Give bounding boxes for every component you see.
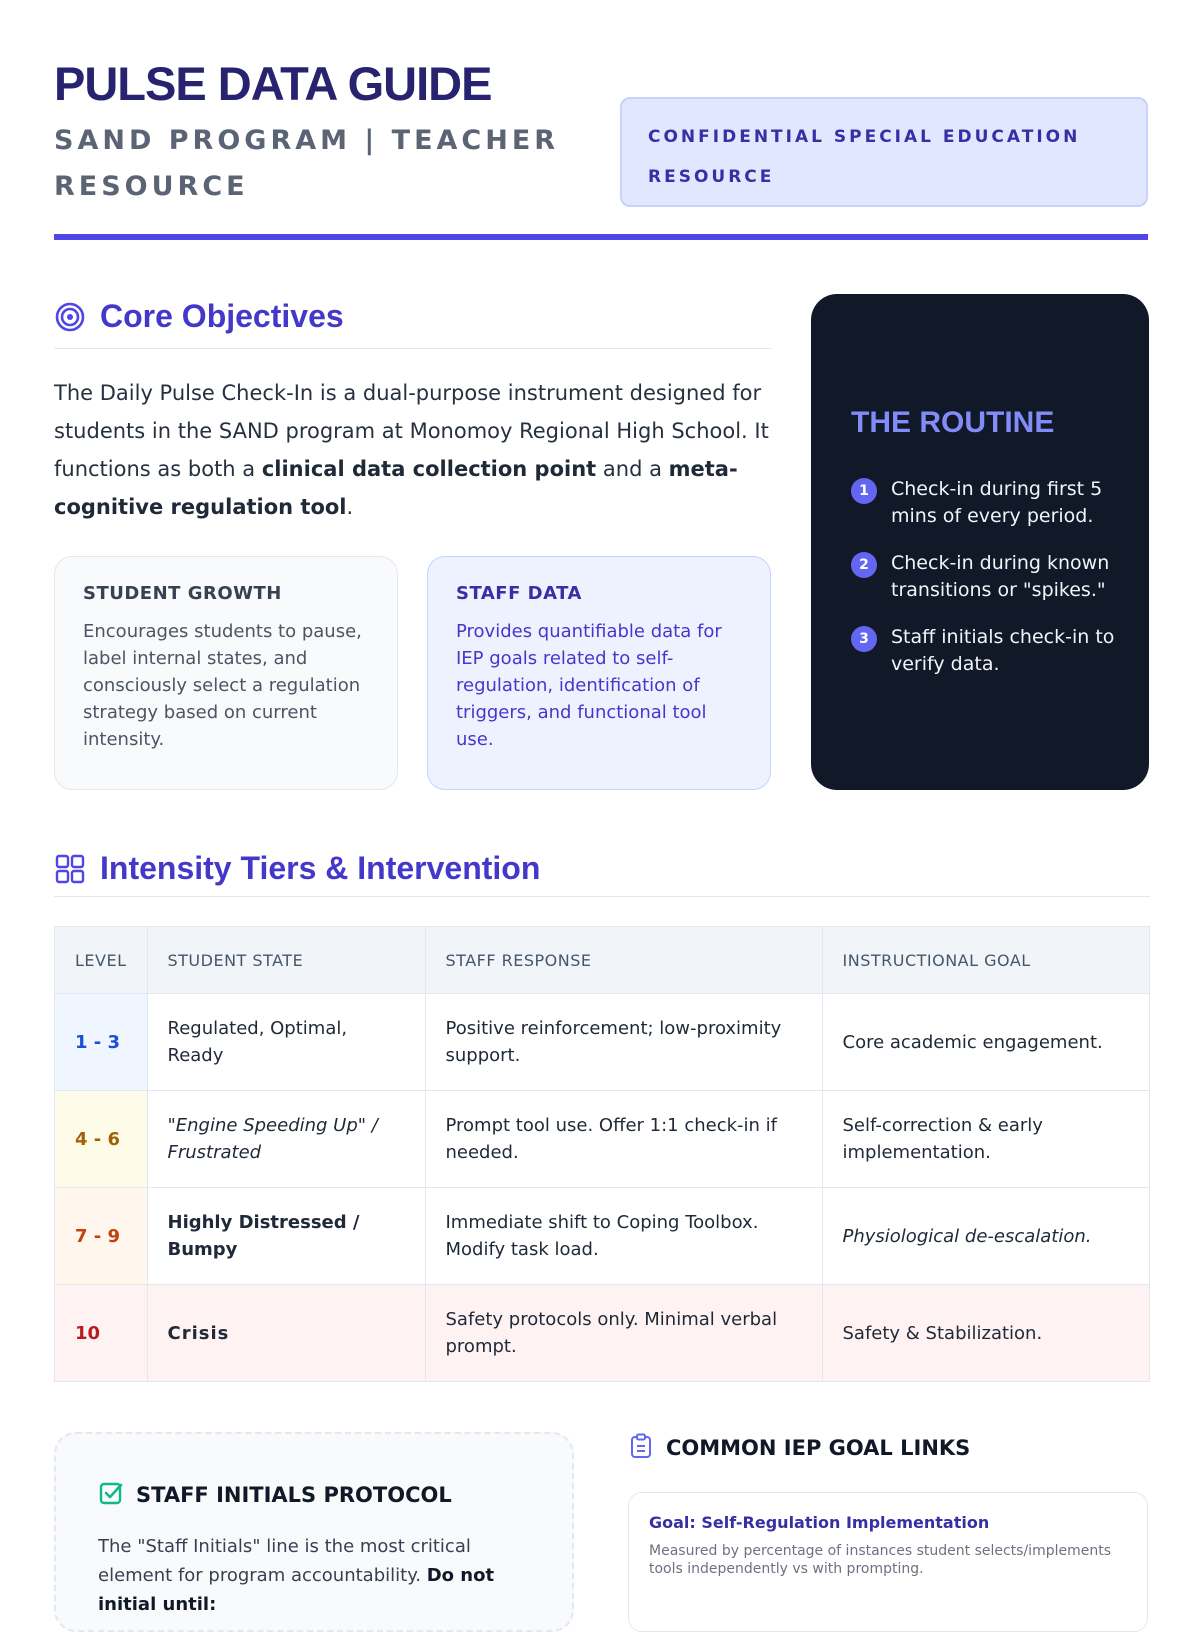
protocol-text: The "Staff Initials" line is the most critical element for program accountability. Do not initial until: xyxy=(98,1536,495,1615)
core-objectives-title: Core Objectives xyxy=(100,298,344,334)
staff-initials-protocol-panel xyxy=(54,1432,574,1632)
staff-data-title: STAFF DATA xyxy=(456,583,582,604)
grid-icon xyxy=(54,853,86,885)
step-text: Staff initials check-in to verify data. xyxy=(891,626,1115,675)
instructional-goal-cell: Safety & Stabilization. xyxy=(822,1285,1150,1382)
routine-list xyxy=(851,476,1115,698)
routine-step xyxy=(851,624,1115,678)
table-header-row xyxy=(55,927,1150,994)
student-growth-card xyxy=(54,556,398,790)
instructional-goal-cell: Core academic engagement. xyxy=(822,994,1150,1091)
protocol-emphasis: Do not initial until: xyxy=(98,1565,495,1615)
intensity-tiers-divider xyxy=(54,896,1150,897)
goal-card-description: Measured by percentage of instances student selects/implements tools independently vs with prompting. xyxy=(649,1543,1112,1577)
step-number-badge: 1 xyxy=(851,478,877,504)
column-header-level: LEVEL xyxy=(55,927,148,994)
level-cell: 7 - 9 xyxy=(55,1188,148,1285)
level-cell: 4 - 6 xyxy=(55,1091,148,1188)
student-growth-title: STUDENT GROWTH xyxy=(83,583,282,604)
student-state-cell: Regulated, Optimal, Ready xyxy=(147,994,425,1091)
intro-emphasis-metacognitive: meta-cognitive regulation tool xyxy=(54,457,738,519)
table-row xyxy=(55,994,1150,1091)
intro-emphasis-clinical: clinical data collection point xyxy=(261,457,597,481)
column-header-staff-response: STAFF RESPONSE xyxy=(425,927,822,994)
confidential-label: CONFIDENTIAL SPECIAL EDUCATION RESOURCE xyxy=(648,127,1081,187)
goal-card-title: Goal: Self-Regulation Implementation xyxy=(649,1513,990,1532)
intro-paragraph: The Daily Pulse Check-In is a dual-purpose instrument designed for students in the SAND program at Monomoy Regional High School. It functions as both a clinical data collection point and a meta-cognitive regulation tool. xyxy=(54,381,769,519)
student-state-cell: Highly Distressed / Bumpy xyxy=(147,1188,425,1285)
column-header-student-state: STUDENT STATE xyxy=(147,927,425,994)
intensity-tiers-title: Intensity Tiers & Intervention xyxy=(100,850,541,886)
checkbox-check-icon xyxy=(98,1480,124,1510)
core-objectives-heading xyxy=(54,298,344,335)
routine-title: THE ROUTINE xyxy=(851,406,1055,439)
student-state-cell: "Engine Speeding Up" / Frustrated xyxy=(147,1091,425,1188)
student-state-cell: Crisis xyxy=(147,1285,425,1382)
page-subtitle: SAND PROGRAM | TEACHER RESOURCE xyxy=(54,125,560,202)
staff-data-body: Provides quantifiable data for IEP goals related to self-regulation, identification of triggers, and functional tool use. xyxy=(456,621,722,750)
intensity-tiers-table xyxy=(54,926,1150,1382)
staff-response-cell: Prompt tool use. Offer 1:1 check-in if needed. xyxy=(425,1091,822,1188)
iep-goal-links-heading xyxy=(630,1433,970,1463)
step-number-badge: 2 xyxy=(851,552,877,578)
clipboard-icon xyxy=(630,1433,652,1463)
step-text: Check-in during first 5 mins of every period. xyxy=(891,478,1103,527)
instructional-goal-cell: Self-correction & early implementation. xyxy=(822,1091,1150,1188)
staff-response-cell: Immediate shift to Coping Toolbox. Modify task load. xyxy=(425,1188,822,1285)
column-header-instructional-goal: INSTRUCTIONAL GOAL xyxy=(822,927,1150,994)
step-number-badge: 3 xyxy=(851,626,877,652)
intensity-tiers-heading xyxy=(54,850,540,887)
step-text: Check-in during known transitions or "spikes." xyxy=(891,552,1110,601)
staff-response-cell: Positive reinforcement; low-proximity support. xyxy=(425,994,822,1091)
routine-panel xyxy=(811,294,1149,790)
level-cell: 1 - 3 xyxy=(55,994,148,1091)
student-growth-body: Encourages students to pause, label internal states, and consciously select a regulation strategy based on current intensity. xyxy=(83,621,362,750)
instructional-goal-cell: Physiological de-escalation. xyxy=(822,1188,1150,1285)
target-icon xyxy=(54,301,86,333)
protocol-heading xyxy=(98,1480,452,1510)
goal-card xyxy=(628,1492,1148,1632)
core-objectives-divider xyxy=(54,348,772,349)
iep-goal-links-title: COMMON IEP GOAL LINKS xyxy=(666,1436,971,1460)
protocol-title: STAFF INITIALS PROTOCOL xyxy=(136,1483,452,1507)
staff-data-card xyxy=(427,556,771,790)
table-row xyxy=(55,1091,1150,1188)
page-title: PULSE DATA GUIDE xyxy=(54,57,492,110)
routine-step xyxy=(851,476,1115,530)
page-header xyxy=(54,56,1148,242)
table-row xyxy=(55,1188,1150,1285)
staff-response-cell: Safety protocols only. Minimal verbal prompt. xyxy=(425,1285,822,1382)
routine-step xyxy=(851,550,1115,604)
table-row xyxy=(55,1285,1150,1382)
header-divider xyxy=(54,234,1148,240)
level-cell: 10 xyxy=(55,1285,148,1382)
confidential-badge xyxy=(620,97,1148,207)
